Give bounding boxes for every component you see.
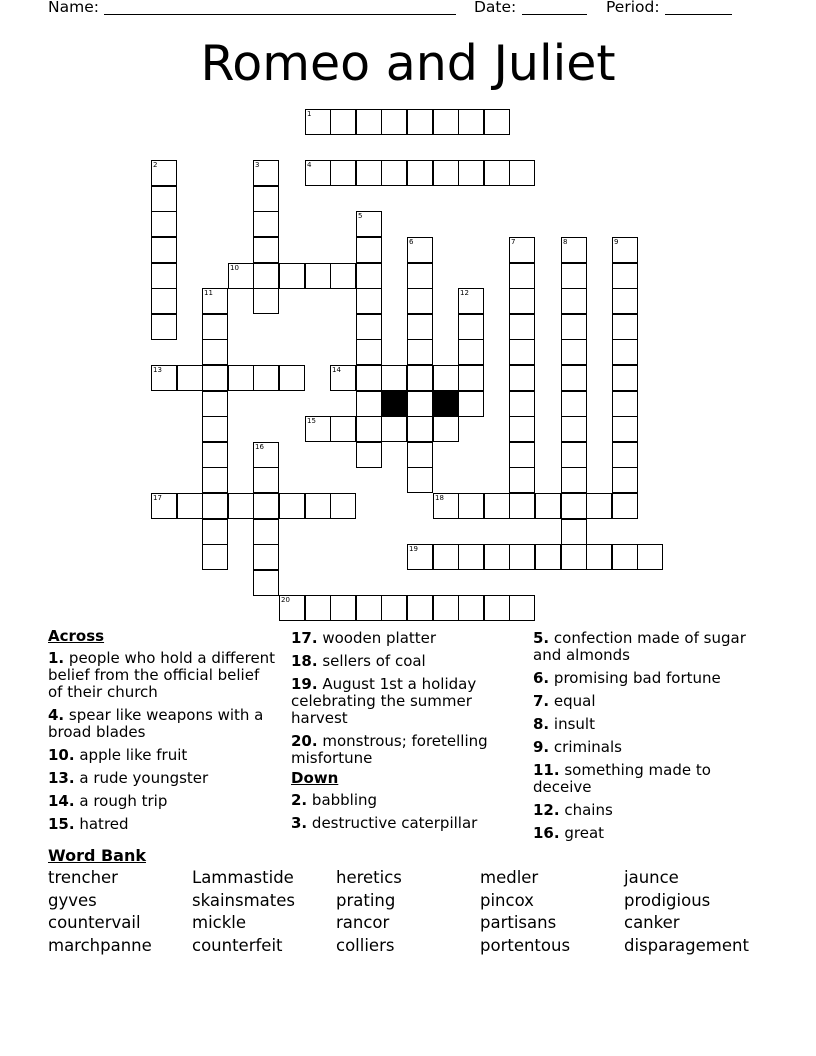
grid-cell[interactable]	[202, 493, 228, 519]
grid-cell[interactable]	[509, 544, 535, 570]
clue-number: 8	[563, 238, 568, 246]
grid-cell[interactable]	[356, 416, 382, 442]
word-bank-word: colliers	[336, 936, 395, 955]
grid-cell[interactable]	[509, 442, 535, 468]
grid-cell[interactable]	[407, 416, 433, 442]
grid-cell[interactable]	[177, 493, 203, 519]
grid-cell[interactable]	[561, 467, 587, 493]
clue-number: 7	[511, 238, 516, 246]
grid-cell[interactable]	[407, 263, 433, 289]
grid-cell[interactable]	[381, 416, 407, 442]
clues-column-2	[291, 630, 516, 838]
word-bank-word: jaunce	[624, 868, 679, 887]
grid-cell[interactable]	[509, 416, 535, 442]
grid-cell[interactable]	[356, 339, 382, 365]
grid-cell[interactable]	[151, 288, 177, 314]
grid-cell[interactable]	[407, 339, 433, 365]
grid-cell[interactable]	[356, 160, 382, 186]
grid-cell[interactable]	[356, 365, 382, 391]
clue-number: 20	[281, 596, 290, 604]
grid-cell[interactable]	[561, 519, 587, 545]
clue-number: 15	[307, 417, 316, 425]
grid-cell[interactable]	[612, 467, 638, 493]
word-bank-word: Lammastide	[192, 868, 294, 887]
clue-number: 12	[460, 289, 469, 297]
clue-down-16: 16. great	[533, 824, 605, 842]
grid-cell[interactable]	[253, 519, 279, 545]
clue-number: 13	[153, 366, 162, 374]
word-bank-word: prodigious	[624, 891, 711, 910]
grid-cell[interactable]	[151, 314, 177, 340]
grid-cell[interactable]	[561, 288, 587, 314]
grid-cell[interactable]	[458, 365, 484, 391]
clue-number: 9	[614, 238, 619, 246]
grid-cell[interactable]	[253, 186, 279, 212]
word-bank-word: medler	[480, 868, 539, 887]
grid-cell[interactable]	[484, 160, 510, 186]
word-bank-word: mickle	[192, 913, 247, 932]
grid-cell[interactable]	[151, 263, 177, 289]
word-bank-word: heretics	[336, 868, 402, 887]
grid-cell[interactable]	[253, 467, 279, 493]
clue-across-1: 1. people who hold a different belief from the official belief of their church	[48, 649, 276, 701]
grid-cell[interactable]	[637, 544, 663, 570]
grid-cell[interactable]	[433, 416, 459, 442]
grid-cell[interactable]	[253, 493, 279, 519]
word-bank-word: gyves	[48, 891, 97, 910]
clue-number: 1	[307, 110, 312, 118]
clues-column-3	[533, 630, 773, 848]
clue-down-7: 7. equal	[533, 692, 596, 710]
grid-block	[381, 391, 407, 417]
grid-cell[interactable]	[202, 442, 228, 468]
grid-cell[interactable]	[356, 263, 382, 289]
grid-cell[interactable]	[228, 365, 254, 391]
word-bank-heading: Word Bank	[48, 846, 147, 865]
grid-cell[interactable]	[433, 109, 459, 135]
grid-cell[interactable]	[458, 339, 484, 365]
grid-cell[interactable]	[561, 339, 587, 365]
grid-cell[interactable]	[509, 339, 535, 365]
word-bank-word: skainsmates	[192, 891, 296, 910]
grid-cell[interactable]	[509, 263, 535, 289]
grid-cell[interactable]	[305, 493, 331, 519]
grid-cell[interactable]	[356, 391, 382, 417]
grid-cell[interactable]	[407, 391, 433, 417]
grid-cell[interactable]	[535, 544, 561, 570]
grid-cell[interactable]	[561, 493, 587, 519]
clue-down-11: 11. something made to deceive	[533, 761, 711, 796]
clue-down-9: 9. criminals	[533, 738, 622, 756]
word-bank-word: trencher	[48, 868, 118, 887]
grid-cell[interactable]	[561, 544, 587, 570]
clue-across-13: 13. a rude youngster	[48, 769, 209, 787]
grid-cell[interactable]	[407, 467, 433, 493]
grid-cell[interactable]	[202, 519, 228, 545]
grid-cell[interactable]	[253, 544, 279, 570]
grid-cell[interactable]	[330, 160, 356, 186]
grid-cell[interactable]	[381, 595, 407, 621]
grid-cell[interactable]	[407, 442, 433, 468]
grid-cell[interactable]	[433, 544, 459, 570]
grid-cell[interactable]	[458, 314, 484, 340]
clue-number: 2	[153, 161, 158, 169]
grid-cell[interactable]	[228, 493, 254, 519]
grid-cell[interactable]	[177, 365, 203, 391]
grid-cell[interactable]	[151, 211, 177, 237]
clue-number: 5	[358, 212, 363, 220]
grid-cell[interactable]	[484, 493, 510, 519]
grid-cell[interactable]	[433, 595, 459, 621]
name-field[interactable]	[104, 14, 456, 15]
grid-cell[interactable]	[535, 493, 561, 519]
period-field[interactable]	[665, 14, 732, 15]
across-heading: Across	[48, 627, 105, 645]
grid-cell[interactable]	[253, 288, 279, 314]
grid-cell[interactable]	[253, 211, 279, 237]
grid-cell[interactable]	[356, 595, 382, 621]
grid-cell[interactable]	[484, 595, 510, 621]
grid-cell[interactable]	[509, 595, 535, 621]
word-bank-word: marchpanne	[48, 936, 152, 955]
grid-cell[interactable]	[253, 365, 279, 391]
clue-across-17: 17. wooden platter	[291, 629, 437, 647]
grid-cell[interactable]	[151, 186, 177, 212]
grid-cell[interactable]	[561, 416, 587, 442]
word-bank-word: countervail	[48, 913, 141, 932]
grid-cell[interactable]	[407, 365, 433, 391]
grid-cell[interactable]	[458, 109, 484, 135]
clues-column-1	[48, 628, 278, 839]
clue-down-3: 3. destructive caterpillar	[291, 814, 478, 832]
clue-down-12: 12. chains	[533, 801, 613, 819]
grid-cell[interactable]	[561, 365, 587, 391]
grid-cell[interactable]	[407, 288, 433, 314]
grid-cell[interactable]	[253, 263, 279, 289]
clue-number: 11	[204, 289, 213, 297]
name-label: Name:	[48, 0, 99, 16]
grid-cell[interactable]	[202, 416, 228, 442]
grid-cell[interactable]	[509, 160, 535, 186]
grid-cell[interactable]	[484, 544, 510, 570]
word-bank-word: pincox	[480, 891, 534, 910]
grid-cell[interactable]	[612, 442, 638, 468]
grid-cell[interactable]	[586, 493, 612, 519]
grid-cell[interactable]	[458, 160, 484, 186]
grid-cell[interactable]	[509, 493, 535, 519]
grid-cell[interactable]	[356, 237, 382, 263]
grid-cell[interactable]	[458, 544, 484, 570]
grid-cell[interactable]	[561, 263, 587, 289]
grid-cell[interactable]	[253, 570, 279, 596]
grid-cell[interactable]	[484, 109, 510, 135]
word-bank-word: portentous	[480, 936, 571, 955]
grid-cell[interactable]	[202, 339, 228, 365]
grid-cell[interactable]	[356, 314, 382, 340]
grid-cell[interactable]	[202, 467, 228, 493]
grid-cell[interactable]	[279, 263, 305, 289]
period-label: Period:	[606, 0, 660, 16]
grid-cell[interactable]	[356, 109, 382, 135]
word-bank-word: canker	[624, 913, 680, 932]
clue-number: 10	[230, 264, 239, 272]
grid-cell[interactable]	[433, 160, 459, 186]
clue-number: 6	[409, 238, 414, 246]
word-bank-word: disparagement	[624, 936, 749, 955]
grid-cell[interactable]	[279, 493, 305, 519]
grid-cell[interactable]	[509, 391, 535, 417]
clue-across-18: 18. sellers of coal	[291, 652, 426, 670]
grid-cell[interactable]	[381, 365, 407, 391]
grid-cell[interactable]	[561, 391, 587, 417]
clue-across-4: 4. spear like weapons with a broad blades	[48, 706, 264, 741]
grid-block	[433, 391, 459, 417]
grid-cell[interactable]	[330, 263, 356, 289]
grid-cell[interactable]	[612, 544, 638, 570]
grid-cell[interactable]	[330, 493, 356, 519]
clue-number: 18	[435, 494, 444, 502]
grid-cell[interactable]	[561, 314, 587, 340]
clue-across-15: 15. hatred	[48, 815, 129, 833]
clue-across-10: 10. apple like fruit	[48, 746, 188, 764]
grid-cell[interactable]	[305, 263, 331, 289]
grid-cell[interactable]	[509, 314, 535, 340]
grid-cell[interactable]	[561, 442, 587, 468]
grid-cell[interactable]	[612, 365, 638, 391]
grid-cell[interactable]	[586, 544, 612, 570]
word-bank-word: partisans	[480, 913, 557, 932]
grid-cell[interactable]	[458, 493, 484, 519]
clue-down-2: 2. babbling	[291, 791, 378, 809]
clue-down-6: 6. promising bad fortune	[533, 669, 721, 687]
grid-cell[interactable]	[407, 109, 433, 135]
clue-across-14: 14. a rough trip	[48, 792, 168, 810]
grid-cell[interactable]	[305, 595, 331, 621]
grid-cell[interactable]	[330, 416, 356, 442]
grid-cell[interactable]	[279, 365, 305, 391]
grid-cell[interactable]	[612, 288, 638, 314]
word-bank-word: prating	[336, 891, 396, 910]
grid-cell[interactable]	[407, 595, 433, 621]
grid-cell[interactable]	[330, 595, 356, 621]
date-label: Date:	[474, 0, 517, 16]
grid-cell[interactable]	[612, 339, 638, 365]
clue-across-20: 20. monstrous; foretelling misfortune	[291, 732, 488, 767]
grid-cell[interactable]	[202, 365, 228, 391]
clue-number: 3	[255, 161, 260, 169]
grid-cell[interactable]	[612, 493, 638, 519]
grid-cell[interactable]	[509, 288, 535, 314]
clue-number: 16	[255, 443, 264, 451]
grid-cell[interactable]	[151, 237, 177, 263]
grid-cell[interactable]	[202, 391, 228, 417]
clue-down-5: 5. confection made of sugar and almonds	[533, 629, 746, 664]
grid-cell[interactable]	[407, 160, 433, 186]
grid-cell[interactable]	[612, 263, 638, 289]
grid-cell[interactable]	[612, 416, 638, 442]
page-title: Romeo and Juliet	[200, 35, 616, 92]
down-heading: Down	[291, 769, 339, 787]
grid-cell[interactable]	[612, 314, 638, 340]
grid-cell[interactable]	[509, 365, 535, 391]
date-field[interactable]	[522, 14, 587, 15]
grid-cell[interactable]	[458, 595, 484, 621]
grid-cell[interactable]	[407, 314, 433, 340]
grid-cell[interactable]	[381, 160, 407, 186]
clue-down-8: 8. insult	[533, 715, 595, 733]
grid-cell[interactable]	[356, 442, 382, 468]
grid-cell[interactable]	[458, 391, 484, 417]
grid-cell[interactable]	[509, 467, 535, 493]
clue-number: 14	[332, 366, 341, 374]
header	[0, 0, 816, 22]
clue-number: 19	[409, 545, 418, 553]
word-bank-word: counterfeit	[192, 936, 283, 955]
grid-cell[interactable]	[202, 314, 228, 340]
word-bank-word: rancor	[336, 913, 390, 932]
grid-cell[interactable]	[381, 109, 407, 135]
clue-number: 17	[153, 494, 162, 502]
grid-cell[interactable]	[433, 365, 459, 391]
clue-number: 4	[307, 161, 312, 169]
grid-cell[interactable]	[330, 109, 356, 135]
grid-cell[interactable]	[253, 237, 279, 263]
grid-cell[interactable]	[356, 288, 382, 314]
clue-across-19: 19. August 1st a holiday celebrating the summer harvest	[291, 675, 477, 727]
grid-cell[interactable]	[202, 544, 228, 570]
grid-cell[interactable]	[612, 391, 638, 417]
